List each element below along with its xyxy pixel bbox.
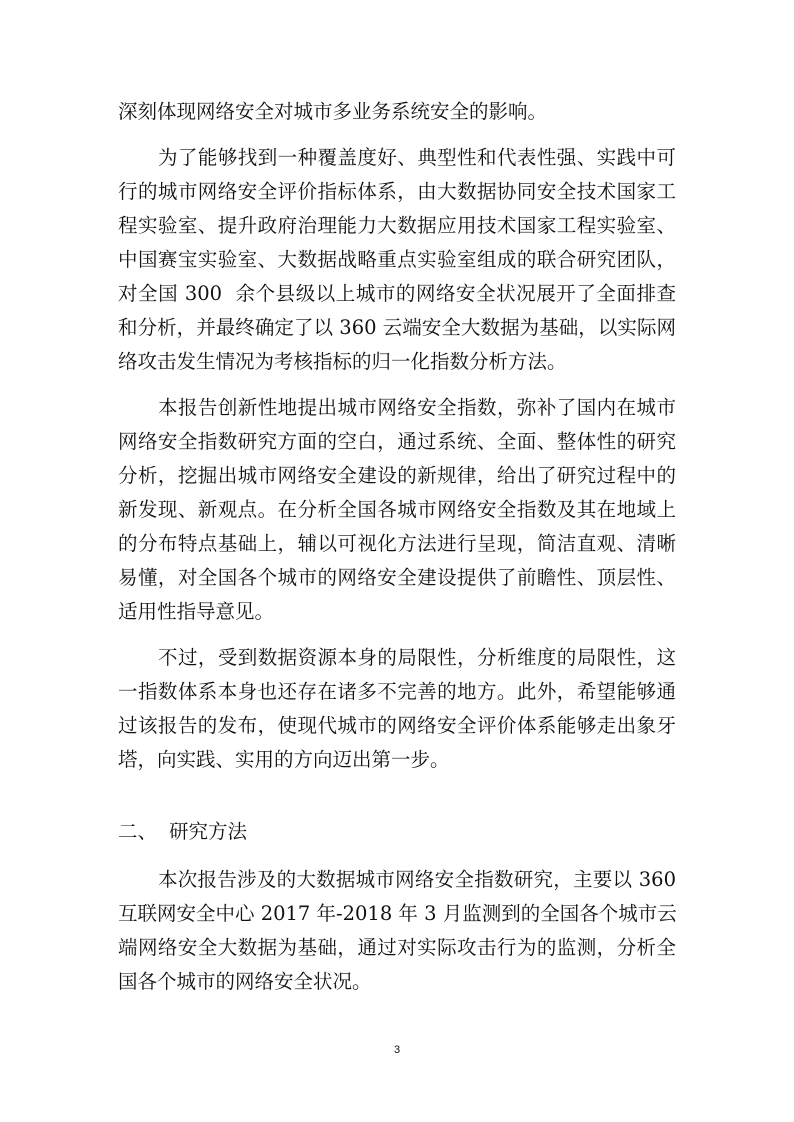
text-line: 塔，向实践、实用的方向迈出第一步。 xyxy=(118,748,450,771)
paragraph-research-method xyxy=(118,863,676,999)
paragraph-evaluation-system xyxy=(118,141,676,379)
text-line: 不过，受到数据资源本身的局限性，分析维度的局限性，这 xyxy=(158,646,676,669)
section-heading xyxy=(118,815,247,849)
text-line: 网络安全指数研究方面的空白，通过系统、全面、整体性的研究 xyxy=(118,430,676,453)
text-line: 新发现、新观点。在分析全国各城市网络安全指数及其在地域上 xyxy=(118,498,676,521)
text-line: 本次报告涉及的大数据城市网络安全指数研究，主要以 360 xyxy=(158,868,676,891)
text-line: 深刻体现网络安全对城市多业务系统安全的影响。 xyxy=(118,100,548,123)
text-line: 国各个城市的网络安全状况。 xyxy=(118,970,372,993)
text-line: 程实验室、提升政府治理能力大数据应用技术国家工程实验室、 xyxy=(118,214,676,237)
text-line: 易懂，对全国各个城市的网络安全建设提供了前瞻性、顶层性、 xyxy=(118,566,676,589)
text-line: 为了能够找到一种覆盖度好、典型性和代表性强、实践中可 xyxy=(158,146,676,169)
text-line: 的分布特点基础上，辅以可视化方法进行呈现，简洁直观、清晰 xyxy=(118,532,676,555)
paragraph-innovation xyxy=(118,391,676,629)
text-line: 互联网安全中心 2017 年-2018 年 3 月监测到的全国各个城市云 xyxy=(118,902,677,925)
section-number: 二、 xyxy=(118,820,158,843)
text-line: 过该报告的发布，使现代城市的网络安全评价体系能够走出象牙 xyxy=(118,714,676,737)
section-title: 研究方法 xyxy=(169,820,248,843)
text-line: 中国赛宝实验室、大数据战略重点实验室组成的联合研究团队， xyxy=(118,248,676,271)
paragraph-continuation xyxy=(118,95,676,129)
text-line: 端网络安全大数据为基础，通过对实际攻击行为的监测，分析全 xyxy=(118,936,676,959)
text-line: 和分析，并最终确定了以 360 云端安全大数据为基础，以实际网 xyxy=(118,316,676,339)
text-line: 对全国 300 余个县级以上城市的网络安全状况展开了全面排查 xyxy=(118,282,676,305)
text-line: 一指数体系本身也还存在诸多不完善的地方。此外，希望能够通 xyxy=(118,680,676,703)
page-number: 3 xyxy=(393,1044,401,1056)
text-line: 适用性指导意见。 xyxy=(118,600,275,623)
paragraph-limitations xyxy=(118,641,676,777)
text-line: 分析，挖掘出城市网络安全建设的新规律，给出了研究过程中的 xyxy=(118,464,676,487)
text-line: 络攻击发生情况为考核指标的归一化指数分析方法。 xyxy=(118,350,567,373)
text-line: 本报告创新性地提出城市网络安全指数，弥补了国内在城市 xyxy=(158,396,676,419)
text-line: 行的城市网络安全评价指标体系，由大数据协同安全技术国家工 xyxy=(118,180,676,203)
